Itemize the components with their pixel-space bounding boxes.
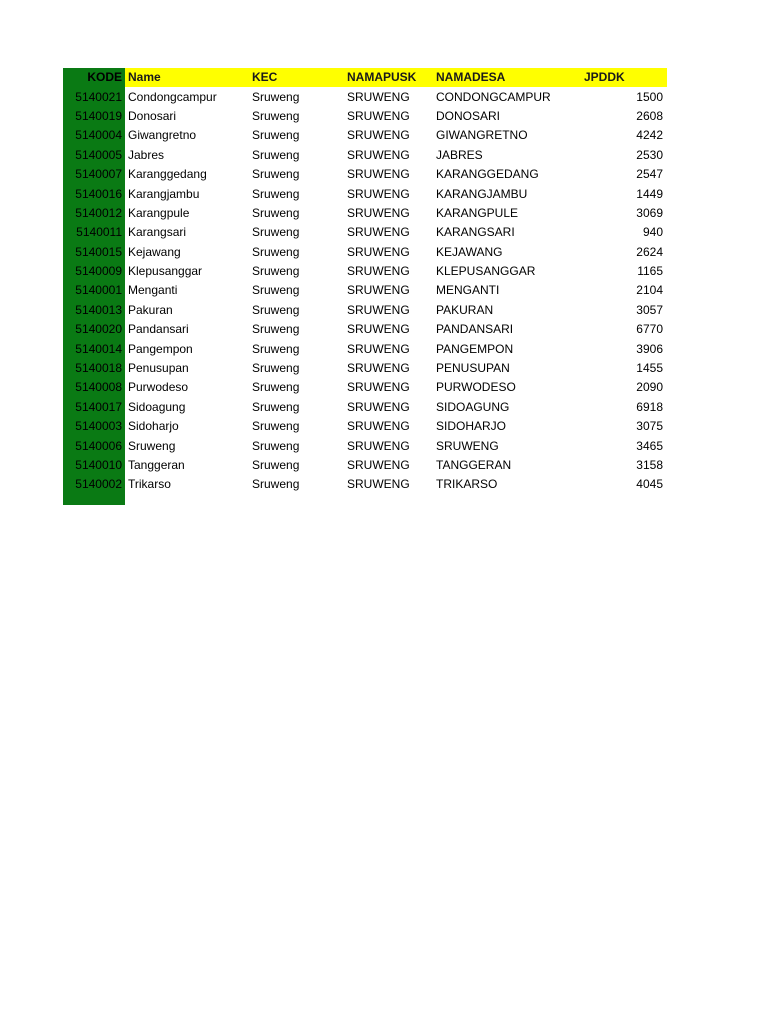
cell-namadesa: SIDOHARJO bbox=[436, 419, 507, 434]
cell-kode: 5140006 bbox=[63, 436, 125, 455]
cell-namapusk: SRUWENG bbox=[347, 205, 410, 220]
cell-namadesa: SIDOAGUNG bbox=[436, 399, 510, 414]
cell-jpddk: 1449 bbox=[636, 186, 663, 201]
cell-namadesa: PANDANSARI bbox=[436, 322, 514, 337]
cell-namadesa: KARANGJAMBU bbox=[436, 186, 528, 201]
cell-namadesa: GIWANGRETNO bbox=[436, 128, 528, 143]
cell-kec: Sruweng bbox=[252, 264, 300, 279]
cell-name: Penusupan bbox=[128, 361, 189, 376]
spreadsheet bbox=[63, 68, 667, 505]
cell-namapusk: SRUWENG bbox=[347, 147, 410, 162]
cell-namapusk: SRUWENG bbox=[347, 341, 410, 356]
cell-namadesa: CONDONGCAMPUR bbox=[436, 89, 551, 104]
cell-namapusk: SRUWENG bbox=[347, 186, 410, 201]
cell-namapusk: SRUWENG bbox=[347, 283, 410, 298]
table-row bbox=[63, 301, 667, 320]
table-row bbox=[63, 262, 667, 281]
cell-namapusk: SRUWENG bbox=[347, 458, 410, 472]
cell-kec: Sruweng bbox=[252, 186, 300, 201]
cell-namapusk: SRUWENG bbox=[347, 108, 410, 123]
cell-namapusk: SRUWENG bbox=[347, 419, 410, 434]
cell-kec: Sruweng bbox=[252, 108, 300, 123]
cell-kode: 5140008 bbox=[63, 378, 125, 397]
cell-kec: Sruweng bbox=[252, 89, 300, 104]
cell-kec: Sruweng bbox=[252, 283, 300, 298]
cell-kec: Sruweng bbox=[252, 458, 300, 472]
cell-jpddk: 4242 bbox=[636, 128, 663, 143]
cell-name: Karangpule bbox=[128, 205, 190, 220]
cell-namadesa: TANGGERAN bbox=[436, 458, 512, 472]
cell-namadesa: JABRES bbox=[436, 147, 483, 162]
cell-namapusk: SRUWENG bbox=[347, 438, 410, 453]
cell-namapusk: SRUWENG bbox=[347, 302, 410, 317]
cell-kec: Sruweng bbox=[252, 244, 300, 259]
cell-kode: 5140001 bbox=[63, 281, 125, 300]
cell-name: Tanggeran bbox=[128, 458, 185, 472]
cell-name: Karanggedang bbox=[128, 167, 207, 182]
cell-kode: 5140004 bbox=[63, 126, 125, 145]
cell-kode: 5140005 bbox=[63, 146, 125, 165]
table-row bbox=[63, 107, 667, 126]
cell-namadesa: MENGANTI bbox=[436, 283, 500, 298]
cell-kode: 5140020 bbox=[63, 320, 125, 339]
cell-name: Pandansari bbox=[128, 322, 189, 337]
table-row bbox=[63, 281, 667, 300]
cell-namapusk: SRUWENG bbox=[347, 477, 410, 492]
cell-jpddk: 1455 bbox=[636, 361, 663, 376]
cell-kec: Sruweng bbox=[252, 302, 300, 317]
cell-jpddk: 2547 bbox=[636, 167, 663, 182]
cell-kode: 5140002 bbox=[63, 475, 125, 494]
cell-namadesa: PANGEMPON bbox=[436, 341, 514, 356]
cell-jpddk: 4045 bbox=[636, 477, 663, 492]
cell-namapusk: SRUWENG bbox=[347, 89, 410, 104]
table-row bbox=[63, 475, 667, 494]
cell-namadesa: DONOSARI bbox=[436, 108, 501, 123]
cell-name: Sruweng bbox=[128, 438, 176, 453]
cell-namadesa: KARANGGEDANG bbox=[436, 167, 539, 182]
cell-jpddk: 3158 bbox=[636, 458, 663, 472]
table-row bbox=[63, 378, 667, 397]
table-row bbox=[63, 204, 667, 223]
table-row bbox=[63, 398, 667, 417]
header-name: Name bbox=[125, 68, 249, 87]
cell-kec: Sruweng bbox=[252, 225, 300, 240]
cell-kode: 5140014 bbox=[63, 339, 125, 358]
cell-namapusk: SRUWENG bbox=[347, 322, 410, 337]
table-row bbox=[63, 320, 667, 339]
cell-name: Pakuran bbox=[128, 302, 173, 317]
cell-kec: Sruweng bbox=[252, 399, 300, 414]
cell-kec: Sruweng bbox=[252, 205, 300, 220]
header-jpddk: JPDDK bbox=[581, 68, 667, 87]
data-table bbox=[63, 68, 667, 495]
cell-name: Karangjambu bbox=[128, 186, 200, 201]
cell-kec: Sruweng bbox=[252, 419, 300, 434]
cell-jpddk: 2104 bbox=[636, 283, 663, 298]
cell-jpddk: 940 bbox=[642, 225, 663, 240]
cell-namadesa: KEJAWANG bbox=[436, 244, 503, 259]
cell-name: Menganti bbox=[128, 283, 178, 298]
cell-kode: 5140015 bbox=[63, 243, 125, 262]
cell-jpddk: 3465 bbox=[636, 438, 663, 453]
table-row bbox=[63, 184, 667, 203]
table-row bbox=[63, 436, 667, 455]
cell-namadesa: KARANGSARI bbox=[436, 225, 515, 240]
cell-namapusk: SRUWENG bbox=[347, 399, 410, 414]
cell-name: Karangsari bbox=[128, 225, 187, 240]
cell-kode: 5140017 bbox=[63, 398, 125, 417]
cell-kode: 5140003 bbox=[63, 417, 125, 436]
cell-jpddk: 2624 bbox=[636, 244, 663, 259]
cell-namapusk: SRUWENG bbox=[347, 380, 410, 395]
kode-column-footer bbox=[63, 495, 125, 505]
cell-kode: 5140013 bbox=[63, 301, 125, 320]
cell-jpddk: 6918 bbox=[636, 399, 663, 414]
table-row bbox=[63, 126, 667, 145]
cell-kec: Sruweng bbox=[252, 147, 300, 162]
cell-kode: 5140010 bbox=[63, 456, 125, 475]
cell-kec: Sruweng bbox=[252, 361, 300, 376]
cell-name: Condongcampur bbox=[128, 89, 217, 104]
cell-namadesa: TRIKARSO bbox=[436, 477, 498, 492]
cell-name: Trikarso bbox=[128, 477, 171, 492]
cell-kec: Sruweng bbox=[252, 438, 300, 453]
cell-name: Klepusanggar bbox=[128, 264, 203, 279]
cell-name: Pangempon bbox=[128, 341, 193, 356]
table-body bbox=[63, 87, 667, 494]
cell-jpddk: 3075 bbox=[636, 419, 663, 434]
header-kec: KEC bbox=[249, 68, 344, 87]
cell-namapusk: SRUWENG bbox=[347, 128, 410, 143]
cell-name: Purwodeso bbox=[128, 380, 189, 395]
cell-name: Sidoharjo bbox=[128, 419, 179, 434]
header-kode: KODE bbox=[63, 68, 125, 87]
cell-kode: 5140012 bbox=[63, 204, 125, 223]
header-namadesa: NAMADESA bbox=[433, 68, 581, 87]
cell-kode: 5140009 bbox=[63, 262, 125, 281]
cell-namapusk: SRUWENG bbox=[347, 225, 410, 240]
header-namapusk: NAMAPUSK bbox=[344, 68, 433, 87]
cell-jpddk: 1165 bbox=[637, 264, 663, 279]
cell-namadesa: PAKURAN bbox=[436, 302, 494, 317]
table-row bbox=[63, 417, 667, 436]
cell-namadesa: PURWODESO bbox=[436, 380, 516, 395]
cell-jpddk: 3057 bbox=[636, 302, 663, 317]
table-row bbox=[63, 243, 667, 262]
table-row bbox=[63, 359, 667, 378]
table-row bbox=[63, 87, 667, 106]
table-row bbox=[63, 339, 667, 358]
cell-kec: Sruweng bbox=[252, 341, 300, 356]
cell-name: Jabres bbox=[128, 147, 165, 162]
cell-kec: Sruweng bbox=[252, 167, 300, 182]
cell-kec: Sruweng bbox=[252, 128, 300, 143]
cell-jpddk: 3906 bbox=[636, 341, 663, 356]
cell-kode: 5140007 bbox=[63, 165, 125, 184]
cell-name: Giwangretno bbox=[128, 128, 197, 143]
cell-jpddk: 6770 bbox=[636, 322, 663, 337]
cell-jpddk: 3069 bbox=[636, 205, 663, 220]
cell-kec: Sruweng bbox=[252, 477, 300, 492]
cell-kode: 5140018 bbox=[63, 359, 125, 378]
cell-kode: 5140021 bbox=[63, 87, 125, 106]
cell-namapusk: SRUWENG bbox=[347, 167, 410, 182]
cell-kec: Sruweng bbox=[252, 322, 300, 337]
table-row bbox=[63, 165, 667, 184]
cell-jpddk: 2530 bbox=[636, 147, 663, 162]
cell-name: Kejawang bbox=[128, 244, 181, 259]
cell-namadesa: PENUSUPAN bbox=[436, 361, 510, 376]
cell-namapusk: SRUWENG bbox=[347, 361, 410, 376]
cell-name: Sidoagung bbox=[128, 399, 186, 414]
cell-namadesa: KARANGPULE bbox=[436, 205, 519, 220]
cell-jpddk: 2090 bbox=[636, 380, 663, 395]
cell-kode: 5140011 bbox=[63, 223, 125, 242]
table-row bbox=[63, 456, 667, 475]
cell-namapusk: SRUWENG bbox=[347, 244, 410, 259]
cell-namadesa: KLEPUSANGGAR bbox=[436, 264, 536, 279]
cell-jpddk: 2608 bbox=[636, 108, 663, 123]
cell-jpddk: 1500 bbox=[636, 89, 663, 104]
table-row bbox=[63, 146, 667, 165]
cell-kode: 5140016 bbox=[63, 184, 125, 203]
header-row bbox=[63, 68, 667, 87]
table-row bbox=[63, 223, 667, 242]
cell-name: Donosari bbox=[128, 108, 177, 123]
cell-namapusk: SRUWENG bbox=[347, 264, 410, 279]
cell-kec: Sruweng bbox=[252, 380, 300, 395]
cell-kode: 5140019 bbox=[63, 107, 125, 126]
cell-namadesa: SRUWENG bbox=[436, 438, 499, 453]
